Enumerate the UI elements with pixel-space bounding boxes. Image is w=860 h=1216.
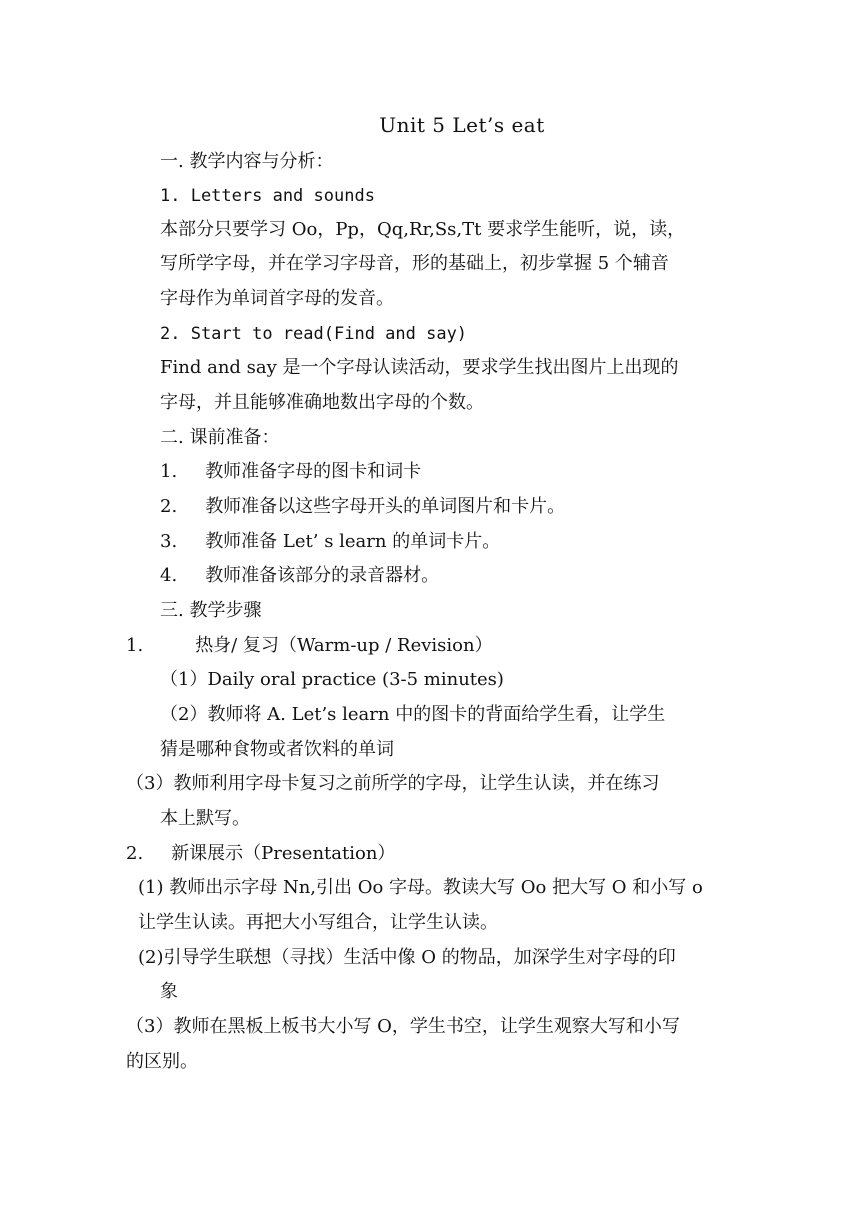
list-item xyxy=(160,530,500,554)
step-text: 新课展示（Presentation） xyxy=(171,843,396,864)
paragraph-line: 本上默写。 xyxy=(160,808,250,829)
paragraph-line: Find and say 是一个字母认读活动，要求学生找出图片上出现的 xyxy=(160,357,679,378)
paragraph-line: 写所学字母，并在学习字母音，形的基础上，初步掌握 5 个辅音 xyxy=(160,253,669,274)
list-item xyxy=(160,460,421,484)
section-heading-3: 三. 教学步骤 xyxy=(160,600,262,621)
paragraph-line: 的区别。 xyxy=(126,1051,198,1072)
step-number: 2. xyxy=(126,843,144,864)
paragraph-line: 让学生认读。再把大小写组合，让学生认读。 xyxy=(138,912,498,933)
subsection-heading: 1. Letters and sounds xyxy=(160,186,375,206)
list-number: 4. xyxy=(160,565,178,586)
list-text: 教师准备以这些字母开头的单词图片和卡片。 xyxy=(205,496,566,517)
list-item xyxy=(160,495,565,519)
paragraph-line: 本部分只要学习 Oo，Pp，Qq,Rr,Ss,Tt 要求学生能听，说，读， xyxy=(160,219,686,240)
paragraph-line: （2）教师将 A. Let’s learn 中的图卡的背面给学生看，让学生 xyxy=(160,704,666,725)
list-number: 1. xyxy=(160,461,178,482)
section-heading-2: 二. 课前准备： xyxy=(160,427,280,448)
list-text: 教师准备 Let’ s learn 的单词卡片。 xyxy=(205,531,501,552)
list-text: 教师准备字母的图卡和词卡 xyxy=(205,461,422,482)
step-number: 1. xyxy=(126,635,144,656)
paragraph-line: （3）教师在黑板上板书大小写 O，学生书空，让学生观察大写和小写 xyxy=(126,1016,680,1037)
list-number: 3. xyxy=(160,531,178,552)
paragraph-line: 猜是哪种食物或者饮料的单词 xyxy=(160,739,394,760)
paragraph-line: （1）Daily oral practice (3-5 minutes) xyxy=(160,669,504,690)
paragraph-line: 字母，并且能够准确地数出字母的个数。 xyxy=(160,392,484,413)
paragraph-line: （3）教师利用字母卡复习之前所学的字母，让学生认读，并在练习 xyxy=(126,773,660,794)
paragraph-line: (2)引导学生联想（寻找）生活中像 O 的物品，加深学生对字母的印 xyxy=(138,947,676,968)
section-heading-1: 一. 教学内容与分析： xyxy=(160,151,334,172)
paragraph-line: (1) 教师出示字母 Nn,引出 Oo 字母。教读大写 Oo 把大写 O 和小写 o xyxy=(138,877,703,898)
step-heading xyxy=(126,842,395,866)
paragraph-line: 字母作为单词首字母的发音。 xyxy=(160,288,394,309)
document-title: Unit 5 Let’s eat xyxy=(379,113,545,137)
step-heading xyxy=(126,634,493,658)
list-text: 教师准备该部分的录音器材。 xyxy=(205,565,440,586)
step-text: 热身/ 复习（Warm-up / Revision） xyxy=(195,635,493,656)
list-number: 2. xyxy=(160,496,178,517)
subsection-heading: 2. Start to read(Find and say) xyxy=(160,324,468,344)
paragraph-line: 象 xyxy=(160,981,178,1002)
list-item xyxy=(160,564,439,588)
